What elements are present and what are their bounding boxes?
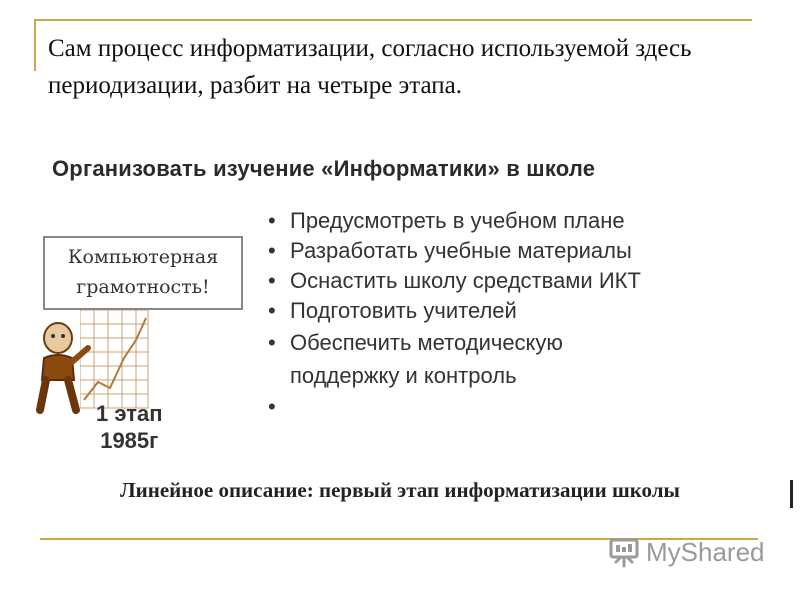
stage-label	[96, 400, 163, 454]
stage-year: 1985г	[100, 428, 159, 453]
list-item: • Предусмотреть в учебном плане	[268, 206, 641, 236]
list-item-line: поддержку и контроль	[290, 363, 517, 388]
myshared-logo	[608, 536, 765, 568]
left-rule	[34, 19, 36, 71]
task-list	[268, 206, 641, 392]
presentation-board-icon	[608, 536, 640, 568]
list-item: • Разработать учебные материалы	[268, 236, 641, 266]
list-item	[268, 326, 641, 392]
speech-bubble	[43, 236, 243, 310]
list-item: • Подготовить учителей	[268, 296, 641, 326]
page-title: Сам процесс информатизации, согласно используемой здесь периодизации, разбит на четыре этапа.	[48, 35, 692, 99]
figure-caption: Линейное описание: первый этап информатизации школы	[120, 478, 680, 502]
top-rule	[34, 19, 752, 21]
caption-divider	[790, 480, 793, 508]
teacher-figure-icon	[34, 318, 94, 414]
figure-heading: Организовать изучение «Информатики» в школе	[52, 156, 596, 181]
list-item-line: Обеспечить методическую	[290, 330, 563, 355]
list-item: • Оснастить школу средствами ИКТ	[268, 266, 641, 296]
stage-number: 1 этап	[96, 401, 163, 426]
bubble-line-2: грамотность!	[76, 276, 210, 298]
bubble-line-1: Компьютерная	[67, 246, 219, 268]
logo-text: MyShared	[646, 536, 765, 567]
